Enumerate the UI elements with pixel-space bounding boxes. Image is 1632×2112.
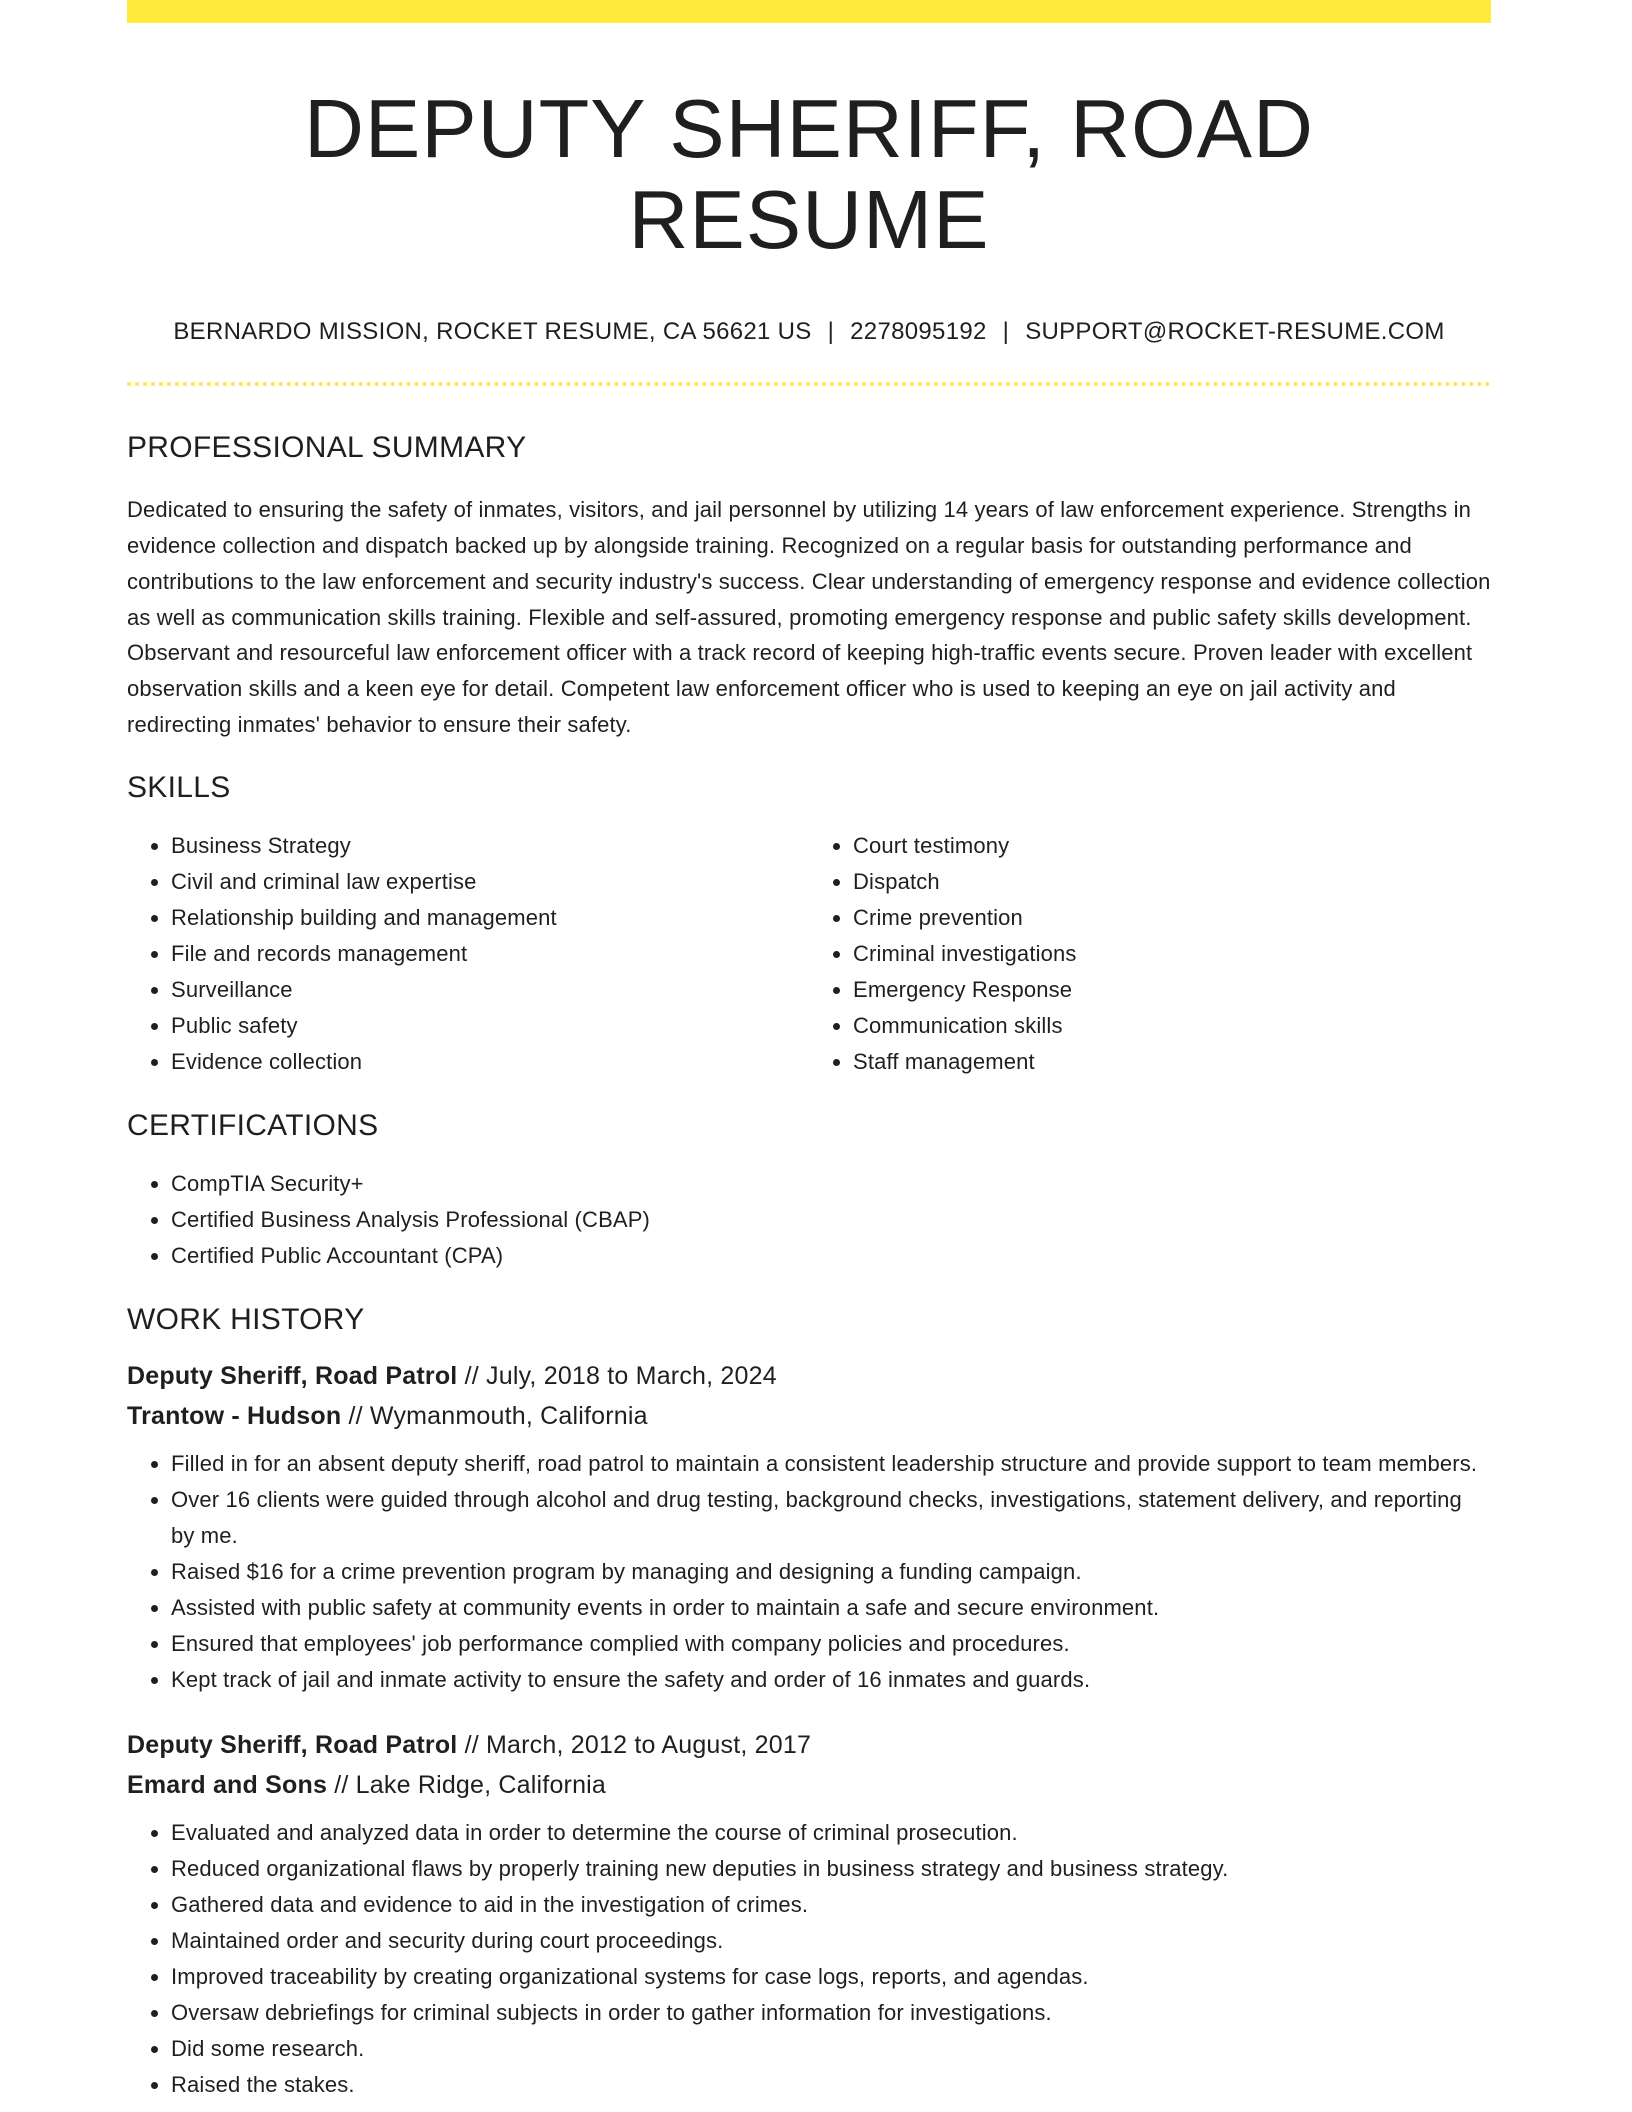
job-location: // Wymanmouth, California (341, 1402, 648, 1431)
job-entry (127, 1356, 1491, 1698)
contact-phone: 2278095192 (850, 317, 987, 345)
resume-page (127, 0, 1491, 2103)
skill-item: • Business Strategy (171, 828, 809, 864)
job-title-line (127, 1356, 1491, 1396)
skill-item: • Dispatch (853, 864, 1491, 900)
skill-item: • Public safety (171, 1008, 809, 1044)
job-title-line (127, 1725, 1491, 1765)
job-bullet: • Maintained order and security during court proceedings. (171, 1923, 1491, 1959)
skill-item: • Evidence collection (171, 1044, 809, 1080)
skill-item: • Court testimony (853, 828, 1491, 864)
job-bullet: • Evaluated and analyzed data in order to determine the course of criminal prosecution. (171, 1815, 1491, 1851)
work-history-heading: WORK HISTORY (127, 1303, 365, 1337)
job-entry (127, 1725, 1491, 2103)
job-bullet: • Improved traceability by creating organizational systems for case logs, reports, and agendas. (171, 1959, 1491, 1995)
job-bullet: • Reduced organizational flaws by properly training new deputies in business strategy and business strategy. (171, 1851, 1491, 1887)
contact-email: SUPPORT@ROCKET-RESUME.COM (1025, 317, 1445, 345)
job-bullet: • Raised the stakes. (171, 2067, 1491, 2103)
certifications-heading: CERTIFICATIONS (127, 1109, 379, 1143)
job-title: Deputy Sheriff, Road Patrol (127, 1731, 458, 1760)
skill-item: • Surveillance (171, 972, 809, 1008)
skill-item: • Civil and criminal law expertise (171, 864, 809, 900)
job-bullets (127, 1815, 1491, 2103)
contact-line (127, 318, 1491, 347)
contact-address: BERNARDO MISSION, ROCKET RESUME, CA 56621 US (173, 317, 812, 345)
skills-grid (127, 828, 1491, 1080)
skill-item: • Criminal investigations (853, 936, 1491, 972)
job-company-line (127, 1765, 1491, 1805)
accent-top-bar (127, 0, 1491, 23)
contact-separator: | (827, 317, 835, 345)
certifications-list (127, 1166, 1491, 1274)
job-bullet: • Raised $16 for a crime prevention program by managing and designing a funding campaign. (171, 1554, 1491, 1590)
job-bullets (127, 1446, 1491, 1698)
job-company: Emard and Sons (127, 1771, 328, 1800)
job-bullet: • Did some research. (171, 2031, 1491, 2067)
dotted-divider (127, 382, 1491, 386)
certification-item: • Certified Public Accountant (CPA) (171, 1238, 1491, 1274)
job-bullet: • Gathered data and evidence to aid in the investigation of crimes. (171, 1887, 1491, 1923)
summary-heading: PROFESSIONAL SUMMARY (127, 431, 527, 465)
skill-item: • Relationship building and management (171, 900, 809, 936)
skill-item: • Crime prevention (853, 900, 1491, 936)
skill-item: • Staff management (853, 1044, 1491, 1080)
summary-text: Dedicated to ensuring the safety of inmates, visitors, and jail personnel by utilizing 14 years of law enforcement experience. Strengths in evidence collection and dispatch backed up by alongside training. Recognized on a regular basis for outstanding performance and contributions to the law enforcement and security industry's success. Clear understanding of emergency response and evidence collection as well as communication skills training. Flexible and self-assured, promoting emergency response and public safety skills development. Observant and resourceful law enforcement officer with a track record of keeping high-traffic events secure. Proven leader with excellent observation skills and a keen eye for detail. Competent law enforcement officer who is used to keeping an eye on jail activity and redirecting inmates' behavior to ensure their safety. (127, 497, 1491, 737)
job-company-line (127, 1396, 1491, 1436)
job-bullet: • Oversaw debriefings for criminal subjects in order to gather information for investigations. (171, 1995, 1491, 2031)
job-bullet: • Assisted with public safety at community events in order to maintain a safe and secure environment. (171, 1590, 1491, 1626)
job-bullet: • Kept track of jail and inmate activity to ensure the safety and order of 16 inmates and guards. (171, 1662, 1491, 1698)
job-company: Trantow - Hudson (127, 1402, 342, 1431)
job-title: Deputy Sheriff, Road Patrol (127, 1362, 458, 1391)
skill-item: • Communication skills (853, 1008, 1491, 1044)
job-location: // Lake Ridge, California (327, 1771, 607, 1800)
job-dates: // March, 2012 to August, 2017 (457, 1731, 812, 1760)
contact-separator: | (1002, 317, 1010, 345)
skills-right-list (809, 828, 1491, 1080)
resume-title: DEPUTY SHERIFF, ROAD RESUME (303, 82, 1314, 267)
skill-item: • Emergency Response (853, 972, 1491, 1008)
job-bullet: • Filled in for an absent deputy sheriff, road patrol to maintain a consistent leadership structure and provide support to team members. (171, 1446, 1491, 1482)
job-dates: // July, 2018 to March, 2024 (457, 1362, 777, 1391)
certification-item: • CompTIA Security+ (171, 1166, 1491, 1202)
job-bullet: • Over 16 clients were guided through alcohol and drug testing, background checks, investigations, statement delivery, and reporting by me. (171, 1482, 1491, 1554)
skills-left-list (127, 828, 809, 1080)
certification-item: • Certified Business Analysis Professional (CBAP) (171, 1202, 1491, 1238)
skill-item: • File and records management (171, 936, 809, 972)
skills-heading: SKILLS (127, 771, 231, 805)
job-bullet: • Ensured that employees' job performance complied with company policies and procedures. (171, 1626, 1491, 1662)
